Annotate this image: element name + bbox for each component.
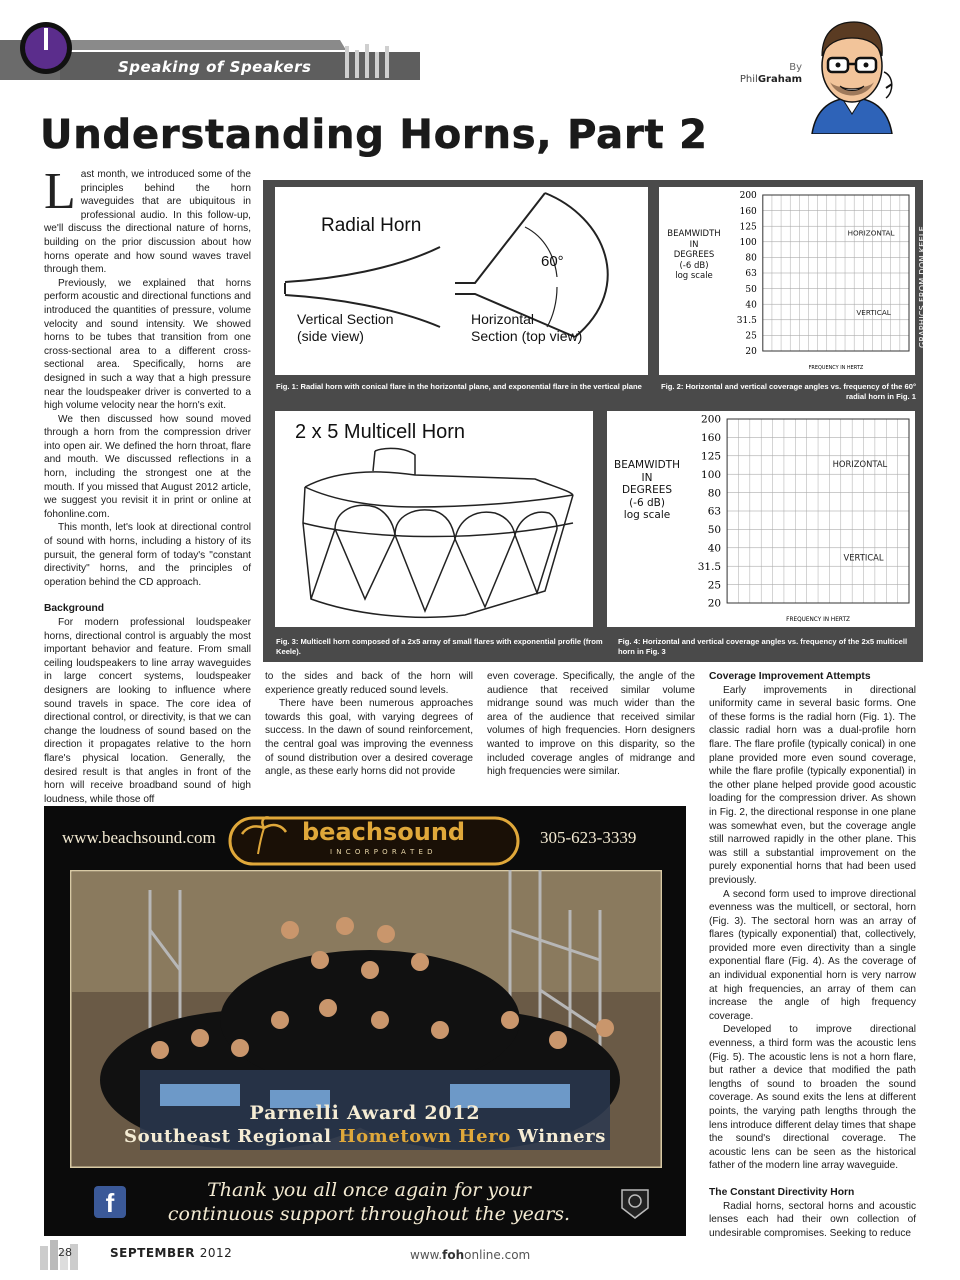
- y-tick-label: 25: [745, 331, 757, 342]
- award-line-2: Southeast Regional Hometown Hero Winners: [124, 1126, 606, 1147]
- section-badge-icon: [18, 20, 74, 76]
- vertical-series-label: VERTICAL: [856, 308, 891, 318]
- page-title: Understanding Horns, Part 2: [40, 112, 708, 158]
- ad-thanks: Thank you all once again for your continuous support throughout the years.: [167, 1179, 571, 1225]
- y-tick-label: 25: [707, 579, 722, 592]
- y-tick-label: 80: [707, 487, 722, 500]
- y-tick-label: 63: [707, 505, 722, 518]
- paragraph: to the sides and back of the horn will experience greatly reduced sound levels.: [265, 671, 473, 696]
- y-tick-label: 63: [745, 269, 757, 280]
- article-column-3: [487, 670, 695, 779]
- award-line-1: Parnelli Award 2012: [249, 1102, 481, 1124]
- fig1-horizontal-label: Horizontal Section (top view): [471, 311, 583, 344]
- y-tick-label: 100: [739, 237, 757, 248]
- fig2-plot: [725, 189, 913, 373]
- y-tick-label: 31.5: [736, 315, 757, 326]
- fig3-image: [275, 411, 593, 627]
- y-tick-label: 31.5: [697, 560, 722, 573]
- fig1-vertical-label: Vertical Section (side view): [297, 311, 394, 344]
- paragraph: even coverage. Specifically, the angle of the audience that received similar volume midrange sound was much wider than the area of the audience that received similar volumes of high frequencies. Horn designers wanted to improve on this disparity, so the included coverage angles of midrange and high frequencies were similar.: [487, 671, 695, 778]
- y-tick-label: 20: [745, 347, 757, 358]
- section-banner: [0, 36, 720, 82]
- parnelli-badge-icon: [618, 1186, 652, 1220]
- y-tick-label: 160: [701, 432, 722, 445]
- byline: [722, 62, 802, 86]
- horizontal-series-label: HORIZONTAL: [847, 228, 895, 238]
- y-tick-label: 40: [745, 300, 757, 311]
- beachsound-advertisement[interactable]: [44, 806, 686, 1236]
- y-tick-label: 200: [701, 413, 722, 426]
- y-tick-label: 50: [707, 524, 722, 537]
- fig2-ylabel: BEAMWIDTH IN DEGREES (-6 dB) log scale: [667, 229, 721, 281]
- byline-by: By: [789, 62, 802, 73]
- ad-brand-sub: I N C O R P O R A T E D: [330, 848, 434, 856]
- byline-first: Phil: [739, 74, 758, 85]
- section-label: Speaking of Speakers: [118, 58, 312, 76]
- paragraph: Developed to improve directional evenness, a third form was the acoustic lens (Fig. 5). The acoustic lens is not a horn flare, but rather a device that modified the path lengths of sound to broaden the sound coverage. As sound exits the lens at different points, the varying path lengths through the lens introduce different delay times that shape the sound's directional coverage. The acoustic lens can be seen as the historical father of the modern line array waveguide.: [709, 1024, 916, 1172]
- fig1-image: [275, 187, 648, 375]
- multicell-horn-diagram: [275, 411, 593, 627]
- x-axis-label: FREQUENCY IN HERTZ: [808, 365, 864, 371]
- fig2-chart: [659, 187, 915, 375]
- issue-date: SEPTEMBER 2012: [110, 1246, 233, 1260]
- author-caricature: [808, 16, 896, 134]
- fig4-ylabel: BEAMWIDTH IN DEGREES (-6 dB) log scale: [614, 459, 680, 521]
- y-tick-label: 50: [745, 284, 757, 295]
- y-tick-label: 100: [701, 468, 722, 481]
- paragraph: This month, let's look at directional control of sound with horns, including a history of its pursuit, the general form of today's "constant directivity" horns, and the principles of operation behind the CD approach.: [44, 522, 251, 588]
- y-tick-label: 40: [707, 542, 722, 555]
- article-column-1: [44, 163, 251, 806]
- ad-url[interactable]: www.beachsound.com: [62, 828, 216, 847]
- y-tick-label: 20: [707, 597, 722, 610]
- section-heading: Coverage Improvement Attempts: [709, 671, 871, 682]
- y-tick-label: 125: [739, 222, 757, 233]
- fig1-title: Radial Horn: [321, 215, 422, 236]
- horizontal-series-label: HORIZONTAL: [832, 458, 888, 469]
- page-number: 28: [58, 1246, 72, 1259]
- fig4-chart: [607, 411, 915, 627]
- vertical-series-label: VERTICAL: [843, 552, 884, 563]
- fig3-caption: Fig. 3: Multicell horn composed of a 2x5 array of small flares with exponential profile (from Keele).: [276, 637, 603, 656]
- section-heading: Background: [44, 603, 105, 615]
- fig2-caption: Fig. 2: Horizontal and vertical coverage angles vs. frequency of the 60° radial horn in Fig. 1: [661, 382, 916, 401]
- paragraph: Early improvements in directional uniformity came in several basic forms. One of these forms is the radial horn (Fig. 1). The classic radial horn was a dual-profile horn flare. The flare profile (typically conical) in one plane provided more even sound coverage, while the flare profile (typically exponential) in the other plane helped provide good acoustic loading for the compression driver. As shown in Fig. 2, the directional response in one plane was somewhat even, but the coverage angle still narrowed rapidly in the other plane. This was still a substantial improvement on the purely exponential horns that had been used previously.: [709, 684, 916, 886]
- article-column-4: [709, 670, 916, 1240]
- byline-last: Graham: [757, 74, 802, 85]
- fig3-title: 2 x 5 Multicell Horn: [295, 421, 466, 443]
- facebook-icon[interactable]: f: [94, 1186, 126, 1218]
- y-tick-label: 200: [739, 191, 757, 202]
- paragraph: Previously, we explained that horns perform acoustic and directional functions and introduced the quantities of pressure, volume velocity and sound intensity. We showed horns to be tubes that transition from one cross-sectional area to a different cross-sectional area. Specifically, horns are designed in such a way that a high pressure near the loudspeaker driver is converted to a high volume velocity near the horn's exit.: [44, 277, 251, 412]
- y-tick-label: 80: [745, 253, 757, 264]
- paragraph: For modern professional loudspeaker horns, directional control is arguably the most important behavior and feature. From small ceiling loudspeakers to line array waveguides in large concert systems, loudspeaker designers are looking to influence where sound travels in space. The core idea of directional control, or directivity, is that we can change the loudness of sound based on the direction it propagates relative to the horn flare's physical location. Generally, the desired result is that angles in front of the horn will receive broadband sound of high loudness, while those off: [44, 617, 251, 805]
- paragraph: We then discussed how sound moved through a horn from the compression driver into open air. We defined the horn throat, flare and mouth. We discussed reflections in a horn, including the strongest one at the mouth. If you missed that August 2012 article, we suggest you revisit it in print or online at fohonline.com.: [44, 413, 251, 520]
- x-axis-label: FREQUENCY IN HERTZ: [786, 617, 850, 623]
- fig4-plot: [683, 413, 913, 625]
- fig4-caption: Fig. 4: Horizontal and vertical coverage angles vs. frequency of the 2x5 multicell horn in Fig. 3: [618, 637, 908, 656]
- y-tick-label: 125: [701, 450, 722, 463]
- graphics-credit: GRAPHICS FROM DON KEELE: [918, 226, 927, 348]
- y-tick-label: 160: [739, 206, 757, 217]
- footer-url[interactable]: www.fohonline.com: [410, 1248, 531, 1262]
- paragraph: Last month, we introduced some of the principles behind the horn waveguides that are ubiquitous in professional audio. In this follow-up, we'll discuss the directional nature of horns, building on the prior discussion about how horns operate and how sound waves travel through them.: [44, 163, 251, 276]
- section-heading: The Constant Directivity Horn: [709, 1186, 855, 1198]
- drop-cap: L: [44, 163, 76, 220]
- paragraph: A second form used to improve directional evenness was the multicell, or sectoral, horn (Fig. 3). The sectoral horn was an array of flares (typically exponential) that, collectively, provided more even directivity than a single exponential flare (Fig. 4). As the coverage of an individual exponential horn is very narrow at high frequencies, an array of them can increase the angle of high frequency coverage.: [709, 888, 916, 1022]
- ad-brand: beachsound: [302, 818, 466, 846]
- article-column-2: [265, 670, 473, 779]
- ad-phone[interactable]: 305-623-3339: [540, 828, 637, 847]
- fig1-caption: Fig. 1: Radial horn with conical flare in the horizontal plane, and exponential flare in the vertical plane: [276, 382, 642, 391]
- paragraph: There have been numerous approaches towards this goal, with varying degrees of success. In the dawn of sound reinforcement, the central goal was improving the evenness of sound distribution over a desired coverage angle, as these early horns did not provide: [265, 698, 473, 778]
- fig1-angle: 60°: [541, 253, 564, 270]
- paragraph: Radial horns, sectoral horns and acoustic lenses each had their own collection of undesirable compromises. Seeking to reduce: [709, 1200, 916, 1239]
